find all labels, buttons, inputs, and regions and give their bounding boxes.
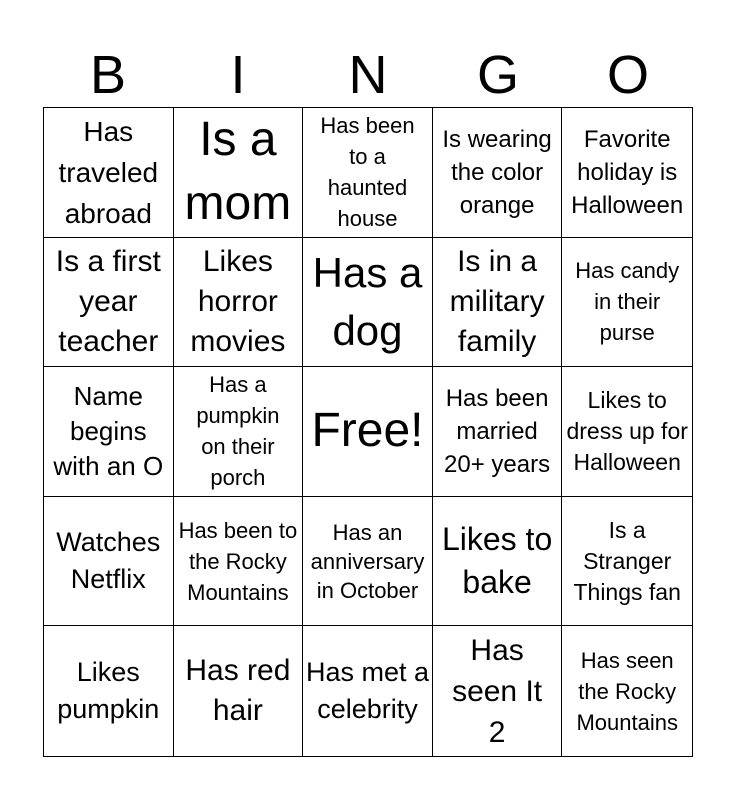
cell-text: Free! bbox=[311, 404, 424, 458]
cell-text: Has a dog bbox=[312, 248, 423, 354]
bingo-cell[interactable] bbox=[433, 497, 563, 627]
cell-text: Is a Stranger Things fan bbox=[573, 516, 681, 605]
bingo-cell[interactable] bbox=[174, 108, 304, 238]
bingo-cell[interactable] bbox=[303, 238, 433, 368]
bingo-cell[interactable] bbox=[44, 367, 174, 497]
cell-text: Is wearing the color orange bbox=[442, 125, 552, 219]
bingo-cell[interactable] bbox=[562, 108, 692, 238]
bingo-cell[interactable] bbox=[433, 238, 563, 368]
cell-text: Name begins with an O bbox=[53, 380, 164, 481]
bingo-board bbox=[43, 107, 693, 757]
bingo-cell[interactable] bbox=[174, 367, 304, 497]
bingo-cell[interactable] bbox=[562, 626, 692, 756]
bingo-cell[interactable] bbox=[303, 367, 433, 497]
cell-text: Has been to the Rocky Mountains bbox=[178, 517, 298, 605]
bingo-cell[interactable] bbox=[44, 108, 174, 238]
bingo-header bbox=[43, 44, 693, 106]
bingo-cell[interactable] bbox=[303, 497, 433, 627]
header-letter-i: I bbox=[230, 45, 246, 105]
bingo-cell[interactable] bbox=[562, 238, 692, 368]
bingo-cell[interactable] bbox=[174, 626, 304, 756]
bingo-cell[interactable] bbox=[433, 367, 563, 497]
cell-text: Watches Netflix bbox=[56, 527, 161, 595]
cell-text: Has traveled abroad bbox=[58, 115, 159, 229]
cell-text: Likes horror movies bbox=[190, 244, 286, 358]
cell-text: Likes to dress up for Halloween bbox=[566, 386, 688, 475]
bingo-cell[interactable] bbox=[174, 497, 304, 627]
bingo-cell[interactable] bbox=[562, 497, 692, 627]
bingo-cell[interactable] bbox=[44, 497, 174, 627]
bingo-cell[interactable] bbox=[174, 238, 304, 368]
bingo-cell[interactable] bbox=[433, 108, 563, 238]
bingo-cell[interactable] bbox=[562, 367, 692, 497]
bingo-cell[interactable] bbox=[44, 626, 174, 756]
header-letter-n: N bbox=[348, 45, 388, 105]
cell-text: Has seen It 2 bbox=[452, 633, 543, 749]
bingo-cell[interactable] bbox=[303, 108, 433, 238]
cell-text: Favorite holiday is Halloween bbox=[571, 125, 684, 219]
header-letter-b: B bbox=[89, 45, 127, 105]
cell-text: Has been to a haunted house bbox=[320, 113, 415, 232]
cell-text: Is a first year teacher bbox=[55, 244, 161, 358]
bingo-cell[interactable] bbox=[44, 238, 174, 368]
cell-text: Has been married 20+ years bbox=[444, 384, 551, 478]
cell-text: Has seen the Rocky Mountains bbox=[576, 647, 678, 735]
cell-text: Likes to bake bbox=[441, 521, 553, 601]
header-letter-g: G bbox=[476, 45, 519, 105]
bingo-cell[interactable] bbox=[303, 626, 433, 756]
cell-text: Has candy in their purse bbox=[575, 258, 680, 346]
bingo-cell[interactable] bbox=[433, 626, 563, 756]
cell-text: Is a mom bbox=[184, 113, 292, 231]
cell-text: Likes pumpkin bbox=[57, 657, 160, 725]
cell-text: Has an anniversary in October bbox=[310, 519, 425, 603]
cell-text: Has met a celebrity bbox=[305, 657, 430, 725]
cell-text: Has red hair bbox=[185, 654, 291, 728]
cell-text: Has a pumpkin on their porch bbox=[196, 372, 280, 491]
header-letter-o: O bbox=[606, 45, 649, 105]
cell-text: Is in a military family bbox=[449, 244, 545, 358]
